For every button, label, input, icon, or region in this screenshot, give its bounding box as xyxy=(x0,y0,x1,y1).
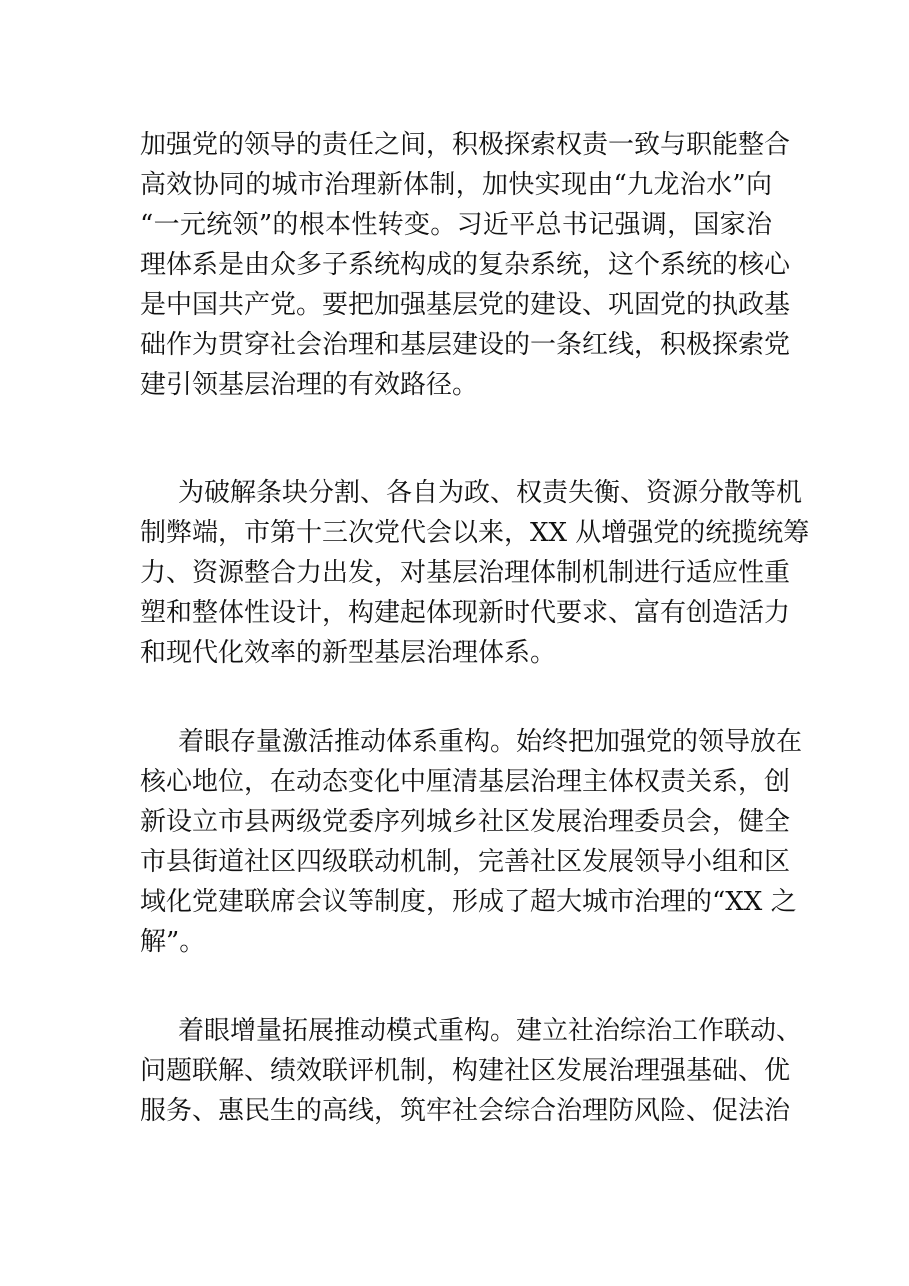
paragraph-2-line-2: 制弊端，市第十三次党代会以来，XX 从增强党的统揽统筹 xyxy=(140,518,810,548)
paragraph-4-line-3: 服务、惠民生的高线，筑牢社会综合治理防风险、促法治 xyxy=(140,1096,791,1126)
paragraph-2 xyxy=(140,473,810,673)
paragraph-1-line-1: 加强党的领导的责任之间，积极探索权责一致与职能整合 xyxy=(140,130,791,160)
paragraph-1-line-4: 理体系是由众多子系统构成的复杂系统，这个系统的核心 xyxy=(140,250,791,280)
paragraph-1 xyxy=(140,125,791,405)
paragraph-4 xyxy=(140,1011,803,1131)
paragraph-3-line-1: 着眼存量激活推动体系重构。始终把加强党的领导放在 xyxy=(178,727,803,757)
paragraph-2-line-3: 力、资源整合力出发，对基层治理体制机制进行适应性重 xyxy=(140,558,791,588)
paragraph-1-line-3: “一元统领”的根本性转变。习近平总书记强调，国家治 xyxy=(140,210,772,240)
paragraph-3-line-6: 解”。 xyxy=(140,927,206,957)
paragraph-3-line-3: 新设立市县两级党委序列城乡社区发展治理委员会，健全 xyxy=(140,807,791,837)
paragraph-3 xyxy=(140,722,803,962)
paragraph-1-line-7: 建引领基层治理的有效路径。 xyxy=(140,370,479,400)
paragraph-1-line-6: 础作为贯穿社会治理和基层建设的一条红线，积极探索党 xyxy=(140,330,791,360)
paragraph-2-line-1: 为破解条块分割、各自为政、权责失衡、资源分散等机 xyxy=(178,478,803,508)
paragraph-2-line-4: 塑和整体性设计，构建起体现新时代要求、富有创造活力 xyxy=(140,598,791,628)
paragraph-3-line-2: 核心地位，在动态变化中厘清基层治理主体权责关系，创 xyxy=(140,767,791,797)
paragraph-4-line-2: 问题联解、绩效联评机制，构建社区发展治理强基础、优 xyxy=(140,1056,791,1086)
paragraph-1-line-2: 高效协同的城市治理新体制，加快实现由“九龙治水”向 xyxy=(140,170,772,200)
paragraph-3-line-4: 市县街道社区四级联动机制，完善社区发展领导小组和区 xyxy=(140,847,791,877)
paragraph-2-line-5: 和现代化效率的新型基层治理体系。 xyxy=(140,638,557,668)
paragraph-3-line-5: 域化党建联席会议等制度，形成了超大城市治理的“XX 之 xyxy=(140,887,797,917)
paragraph-1-line-5: 是中国共产党。要把加强基层党的建设、巩固党的执政基 xyxy=(140,290,791,320)
paragraph-4-line-1: 着眼增量拓展推动模式重构。建立社治综治工作联动、 xyxy=(178,1016,803,1046)
